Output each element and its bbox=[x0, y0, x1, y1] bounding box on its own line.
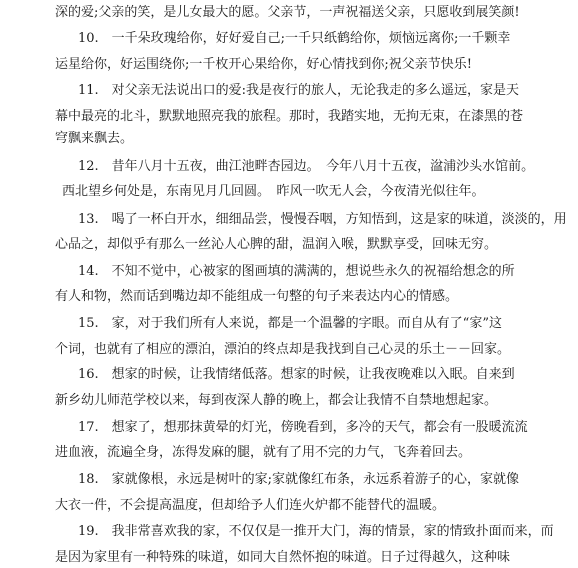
text-line: 新乡幼儿师范学校以来，每到夜深人静的晚上，都会让我情不自禁地想起家。 bbox=[55, 393, 498, 408]
text-line: 深的爱;父亲的笑，是儿女最大的愿。父亲节，一声祝福送父亲，只愿收到展笑颜! bbox=[55, 5, 520, 20]
text-line: 进血液，流遍全身，冻得发麻的腿，就有了用不完的力气，飞奔着回去。 bbox=[55, 445, 472, 460]
text-line: 10. 一千朵玫瑰给你，好好爱自己;一千只纸鹤给你，烦恼远离你;一千颗幸 bbox=[78, 31, 511, 46]
text-line: 18. 家就像根，永远是树叶的家;家就像红布条，永远系着游子的心，家就像 bbox=[78, 472, 520, 487]
text-line: 穹飘来飘去。 bbox=[55, 131, 134, 146]
text-line: 西北望乡何处是，东南见月几回圆。 昨风一吹无人会，今夜清光似往年。 bbox=[62, 184, 485, 199]
text-line: 19. 我非常喜欢我的家，不仅仅是一推开大门，海的情景，家的情致扑面而来，而 bbox=[78, 524, 554, 539]
text-line: 有人和物，然而话到嘴边却不能组成一句整的句子来表达内心的情感。 bbox=[55, 289, 459, 304]
text-line: 心品之，却似乎有那么一丝沁人心脾的甜，温润入喉，默默享受，回味无穷。 bbox=[55, 237, 498, 252]
text-line: 11. 对父亲无法说出口的爱:我是夜行的旅人，无论我走的多么遥远，家是天 bbox=[78, 83, 520, 98]
text-line: 幕中最亮的北斗，默默地照亮我的旅程。那时，我踏实地，无拘无束，在漆黑的苍 bbox=[55, 109, 524, 124]
text-line: 14. 不知不觉中，心被家的图画填的满满的，想说些永久的祝福给想念的所 bbox=[78, 264, 515, 279]
text-line: 个词，也就有了相应的漂泊，漂泊的终点却是我找到自己心灵的乐土－－回家。 bbox=[55, 342, 511, 357]
text-line: 17. 想家了，想那抹黄晕的灯光，傍晚看到，多冷的天气，都会有一股暖流流 bbox=[78, 420, 528, 435]
text-line: 16. 想家的时候，让我情绪低落。想家的时候，让我夜晚难以入眠。自来到 bbox=[78, 367, 515, 382]
text-line: 12. 昔年八月十五夜，曲江池畔杏园边。 今年八月十五夜，湓浦沙头水馆前。 bbox=[78, 159, 535, 174]
text-line: 是因为家里有一种特殊的味道，如同大自然怀抱的味道。日子过得越久，这种味 bbox=[55, 550, 511, 565]
text-line: 15. 家，对于我们所有人来说，都是一个温馨的字眼。而自从有了“家”这 bbox=[78, 316, 502, 331]
text-line: 13. 喝了一杯白开水，细细品尝，慢慢吞咽，方知悟到，这是家的味道，淡淡的，用 bbox=[78, 212, 567, 227]
text-line: 运星给你，好运围绕你;一千枚开心果给你，好心情找到你;祝父亲节快乐! bbox=[55, 57, 472, 72]
text-line: 大衣一件，不会提高温度，但却给予人们连火炉都不能替代的温暖。 bbox=[55, 498, 446, 513]
